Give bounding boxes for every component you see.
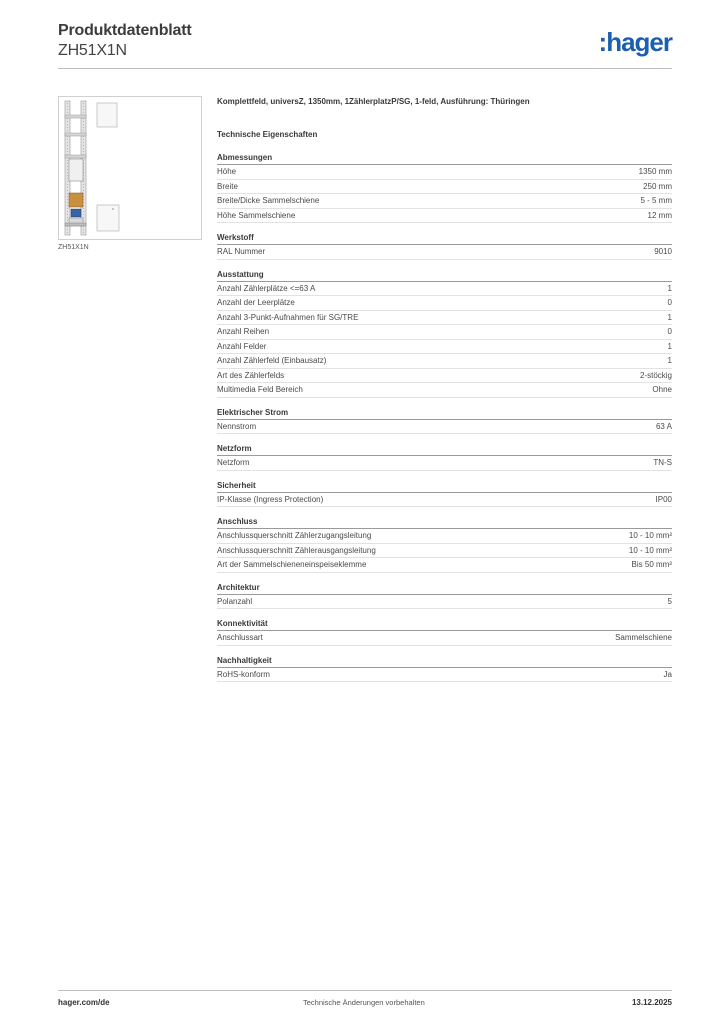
spec-value: 63 A xyxy=(655,421,672,431)
spec-value: Ohne xyxy=(652,385,672,394)
spec-row xyxy=(217,595,672,610)
spec-row xyxy=(217,180,672,195)
image-caption: ZH51X1N xyxy=(58,244,89,251)
product-description: Komplettfeld, universZ, 1350mm, 1ZählerplatzP/SG, 1-feld, Ausführung: Thüringen xyxy=(217,97,530,106)
spec-label: Breite/Dicke Sammelschiene xyxy=(217,196,320,205)
spec-label: RoHS-konform xyxy=(217,669,270,679)
spec-label: Netzform xyxy=(217,458,250,467)
spec-value: IP00 xyxy=(655,494,672,504)
section-title: Elektrischer Strom xyxy=(217,406,672,420)
product-code: ZH51X1N xyxy=(58,42,127,59)
section-title: Sicherheit xyxy=(217,479,672,493)
spec-label: Höhe Sammelschiene xyxy=(217,210,296,220)
spec-label: Anzahl Reihen xyxy=(217,327,270,336)
spec-value: 9010 xyxy=(654,247,672,256)
spec-row xyxy=(217,493,672,508)
spec-row xyxy=(217,631,672,646)
spec-row xyxy=(217,668,672,683)
spec-section xyxy=(217,515,672,573)
spec-row xyxy=(217,245,672,260)
spec-label: Breite xyxy=(217,181,238,191)
spec-value: 5 - 5 mm xyxy=(640,196,672,205)
page-header xyxy=(58,20,672,68)
spec-value: 0 xyxy=(667,298,672,307)
spec-value: Ja xyxy=(663,669,672,679)
spec-label: Anzahl Felder xyxy=(217,341,267,351)
spec-section xyxy=(217,581,672,610)
spec-row xyxy=(217,383,672,398)
header-divider xyxy=(58,68,672,69)
spec-content xyxy=(217,95,672,682)
spec-row xyxy=(217,165,672,180)
footer-website: hager.com/de xyxy=(58,998,110,1007)
spec-section xyxy=(217,654,672,683)
spec-row xyxy=(217,209,672,224)
spec-section xyxy=(217,617,672,646)
spec-section xyxy=(217,268,672,398)
spec-row xyxy=(217,420,672,435)
spec-section xyxy=(217,479,672,508)
spec-value: Bis 50 mm² xyxy=(631,560,672,569)
spec-value: 2-stöckig xyxy=(639,370,672,380)
section-title: Netzform xyxy=(217,442,672,456)
spec-row xyxy=(217,544,672,559)
spec-value: 1 xyxy=(667,341,672,351)
spec-row xyxy=(217,325,672,340)
spec-section xyxy=(217,231,672,260)
spec-section xyxy=(217,151,672,223)
spec-row xyxy=(217,296,672,311)
spec-value: 10 - 10 mm² xyxy=(628,545,672,555)
spec-label: Anzahl Zählerfeld (Einbausatz) xyxy=(217,356,327,365)
section-title: Konnektivität xyxy=(217,617,672,631)
spec-value: Sammelschiene xyxy=(615,633,672,642)
spec-value: 1 xyxy=(667,312,672,322)
spec-section xyxy=(217,442,672,471)
spec-row xyxy=(217,369,672,384)
spec-label: Multimedia Feld Bereich xyxy=(217,385,303,394)
section-title: Nachhaltigkeit xyxy=(217,654,672,668)
document-title: Produktdatenblatt xyxy=(58,22,192,39)
spec-row xyxy=(217,354,672,369)
spec-row xyxy=(217,456,672,471)
spec-value: TN-S xyxy=(653,458,672,467)
spec-value: 10 - 10 mm² xyxy=(628,531,672,540)
spec-value: 250 mm xyxy=(643,181,672,191)
spec-row xyxy=(217,282,672,297)
section-title: Werkstoff xyxy=(217,231,672,245)
footer-date: 13.12.2025 xyxy=(631,998,672,1007)
spec-sections xyxy=(217,151,672,682)
spec-label: Art der Sammelschieneneinspeiseklemme xyxy=(217,560,367,569)
product-image xyxy=(58,96,202,240)
spec-value: 0 xyxy=(667,327,672,336)
hager-logo: :hager xyxy=(598,27,672,57)
spec-row xyxy=(217,194,672,209)
spec-label: Anschlussquerschnitt Zählerausgangsleitung xyxy=(217,545,376,555)
spec-label: Art des Zählerfelds xyxy=(217,370,285,380)
product-illustration xyxy=(59,97,201,239)
spec-row xyxy=(217,340,672,355)
spec-label: Anzahl 3-Punkt-Aufnahmen für SG/TRE xyxy=(217,312,359,322)
spec-label: Polanzahl xyxy=(217,596,253,606)
spec-label: RAL Nummer xyxy=(217,247,266,256)
spec-value: 1350 mm xyxy=(638,167,672,176)
spec-label: Anschlussquerschnitt Zählerzugangsleitung xyxy=(217,531,372,540)
spec-label: Anzahl Zählerplätze <=63 A xyxy=(217,283,316,293)
section-title: Abmessungen xyxy=(217,151,672,165)
spec-row xyxy=(217,529,672,544)
spec-row xyxy=(217,558,672,573)
spec-label: Anzahl der Leerplätze xyxy=(217,298,295,307)
section-title: Anschluss xyxy=(217,515,672,529)
spec-value: 1 xyxy=(667,356,672,365)
spec-value: 1 xyxy=(667,283,672,293)
section-title: Architektur xyxy=(217,581,672,595)
footer-disclaimer: Technische Änderungen vorbehalten xyxy=(303,998,425,1007)
spec-section xyxy=(217,406,672,435)
tech-properties-heading: Technische Eigenschaften xyxy=(217,130,318,139)
spec-value: 12 mm xyxy=(647,210,672,220)
spec-label: Höhe xyxy=(217,167,237,176)
spec-value: 5 xyxy=(667,596,672,606)
section-title: Ausstattung xyxy=(217,268,672,282)
spec-label: Anschlussart xyxy=(217,633,263,642)
spec-label: IP-Klasse (Ingress Protection) xyxy=(217,494,324,504)
footer-divider xyxy=(58,990,672,991)
spec-label: Nennstrom xyxy=(217,421,257,431)
spec-row xyxy=(217,311,672,326)
